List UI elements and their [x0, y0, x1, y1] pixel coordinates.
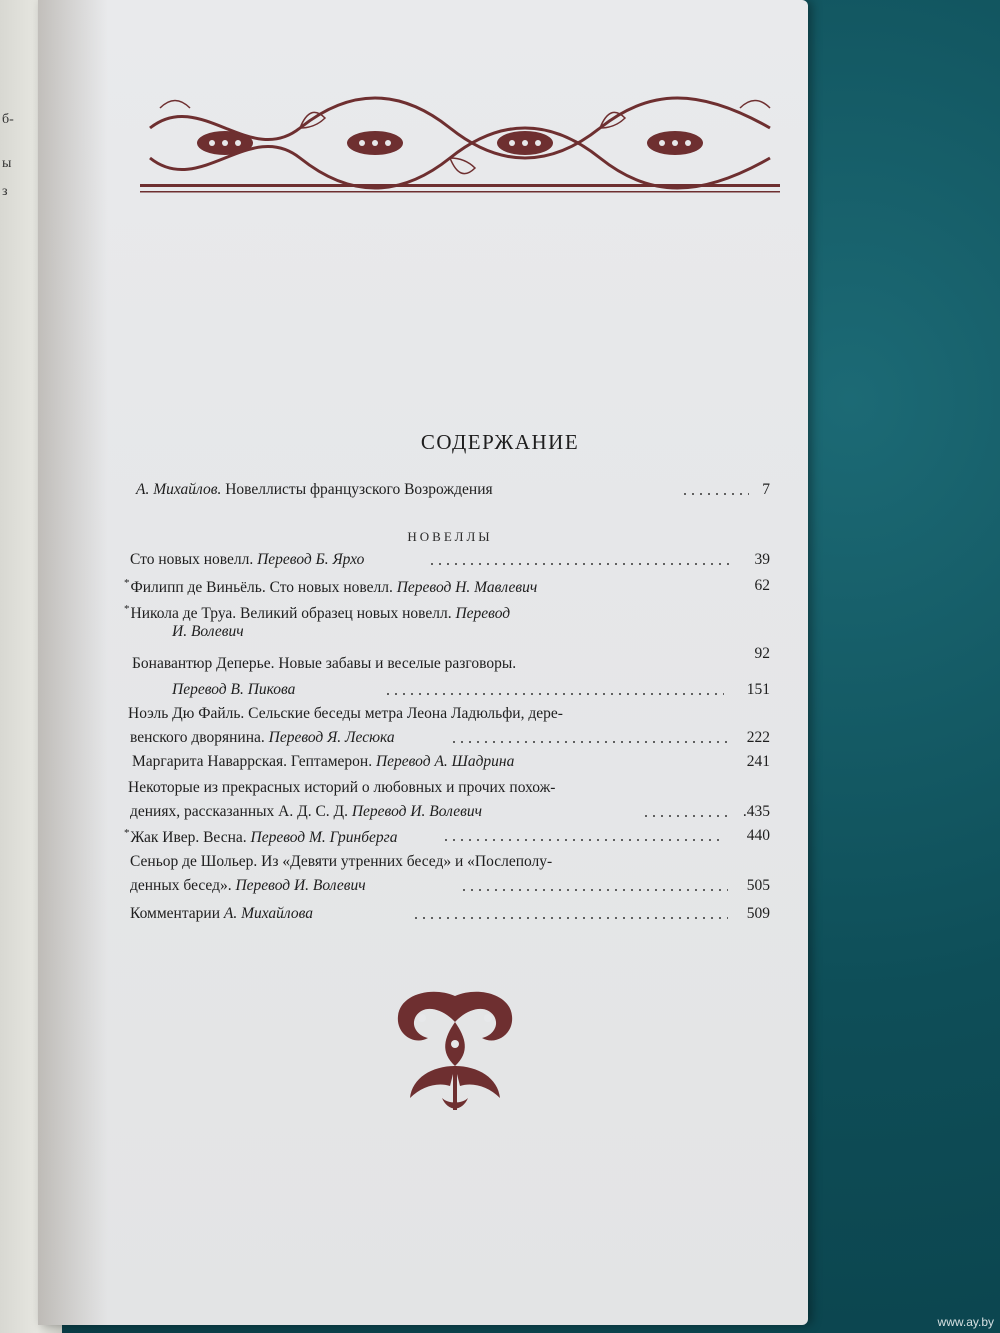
star-mark: *	[124, 577, 130, 589]
dot-leader	[384, 693, 724, 695]
toc-entry-continuation	[130, 730, 770, 752]
page-number: 440	[746, 827, 770, 844]
toc-entry-intro	[136, 482, 770, 504]
page-number: 241	[746, 753, 770, 770]
toc-entry	[124, 578, 770, 600]
left-page-fragment: б-	[2, 112, 14, 127]
toc-entry-continuation	[130, 878, 770, 900]
ornamental-band-icon	[140, 88, 780, 208]
page-number: 7	[762, 481, 770, 498]
dot-leader	[428, 563, 734, 565]
toc-entry-text: дениях, рассказанных А. Д. С. Д.	[130, 803, 348, 820]
page-number: 39	[754, 551, 770, 568]
toc-entry-text: Маргарита Наваррская. Гептамерон.	[132, 753, 373, 770]
dot-leader	[642, 815, 732, 817]
toc-entry-text: Сеньор де Шольер. Из «Девяти утренних бесед» и «Послеполу-	[130, 853, 553, 870]
toc-entry-continuation	[130, 804, 770, 826]
toc-entry	[130, 854, 770, 876]
toc-entry	[124, 828, 770, 850]
toc-entry	[132, 656, 770, 678]
toc-entry-text: венского дворянина.	[130, 729, 265, 746]
dot-leader	[450, 741, 728, 743]
page-number: 509	[746, 905, 770, 922]
left-page-fragment: з	[2, 184, 8, 199]
page-number: .435	[742, 803, 770, 820]
left-page-fragment: ы	[2, 156, 12, 171]
toc-translator: Перевод В. Пикова	[172, 681, 296, 698]
toc-translator: Перевод И. Волевич	[351, 803, 483, 820]
toc-translator: Перевод И. Волевич	[235, 877, 366, 894]
toc-entry	[132, 754, 770, 776]
toc-translator: Перевод Н. Мавлевич	[396, 579, 538, 597]
toc-title: Новеллисты французского Возрождения	[225, 481, 493, 498]
toc-translator: Перевод М. Гринберга	[250, 829, 398, 847]
page-number: 92	[754, 645, 770, 662]
page-number: 222	[746, 729, 770, 746]
toc-translator: И. Волевич	[172, 623, 244, 640]
toc-entry-text: Бонавантюр Деперье. Новые забавы и веселые разговоры.	[132, 655, 517, 672]
toc-entry	[128, 706, 770, 728]
dot-leader	[460, 889, 728, 891]
toc-translator: Перевод Б. Ярхо	[257, 551, 365, 568]
toc-translator: Перевод Я. Лесюка	[268, 729, 395, 746]
toc-entry	[128, 780, 770, 802]
toc-entry-text: Ноэль Дю Файль. Сельские беседы метра Леона Ладюльфи, дере-	[128, 705, 563, 722]
toc-author: А. Михайлов.	[136, 481, 222, 498]
section-label: НОВЕЛЛЫ	[407, 529, 493, 544]
star-mark: *	[124, 827, 130, 839]
watermark: www.ay.by	[937, 1315, 994, 1329]
page-number: 505	[746, 877, 770, 894]
dot-leader	[412, 917, 728, 919]
toc-entry-text: Жак Ивер. Весна.	[130, 829, 247, 847]
toc-entry	[130, 552, 770, 574]
toc-entry-continuation	[172, 624, 770, 646]
toc-translator: Перевод А. Шадрина	[375, 753, 515, 770]
toc-entry-text: Сто новых новелл.	[130, 551, 254, 568]
toc-author: А. Михайлова	[223, 905, 313, 922]
toc-entry-text: денных бесед».	[130, 877, 232, 894]
toc-entry-text: Комментарии	[130, 905, 220, 922]
page-number: 62	[754, 577, 770, 594]
toc-translator: Перевод	[455, 605, 511, 623]
dot-leader	[442, 839, 722, 841]
page-title: СОДЕРЖАНИЕ	[420, 430, 580, 454]
toc-entry-commentary	[130, 906, 770, 928]
toc-entry-text: Филипп де Виньёль. Сто новых новелл.	[130, 579, 393, 597]
page-number: 151	[746, 681, 770, 698]
star-mark: *	[124, 603, 130, 615]
dot-leader	[681, 493, 749, 495]
toc-entry-text: Никола де Труа. Великий образец новых новелл.	[130, 605, 452, 623]
floral-ornament-icon	[392, 986, 518, 1114]
toc-entry-text: Некоторые из прекрасных историй о любовных и прочих похож-	[128, 779, 556, 796]
toc-entry-continuation	[172, 682, 770, 704]
toc-entry-text	[136, 482, 493, 498]
